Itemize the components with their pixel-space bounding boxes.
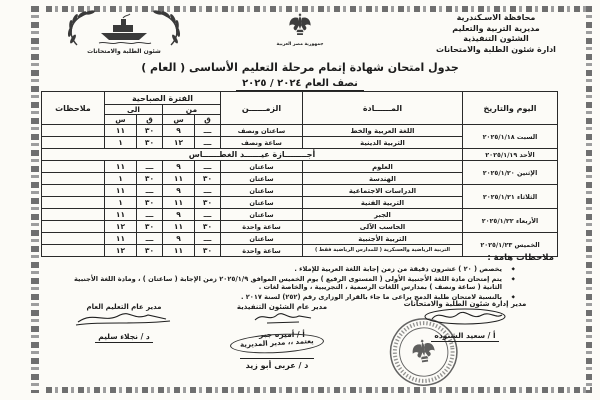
signature-title: مدير إدارة شئون الطلبة والامتحانات (403, 300, 527, 308)
subject-cell: التربية الأجنبية (303, 233, 463, 245)
duration-cell: ساعة واحدة (221, 245, 303, 257)
approval-name: د / عربى أبو زيد (240, 358, 315, 370)
signature-scribble-icon (249, 310, 315, 325)
notes-cell (41, 185, 104, 197)
from-min-cell: ـــ (195, 209, 221, 221)
diamond-bullet-icon: ◆ (511, 267, 515, 272)
col-morning-period: الفترة الصباحية (104, 92, 220, 105)
col-to-hours: س (104, 115, 136, 125)
from-min-cell: ـــ (195, 161, 221, 173)
col-to-minutes: ق (137, 115, 163, 125)
duration-cell: ساعتان (221, 209, 303, 221)
signature-name: أ / أميره جبر (259, 330, 305, 339)
students-affairs-logo (44, 9, 204, 55)
holiday-cell: أجــــــــازة عيــــــد الغطــــــاس (41, 149, 462, 161)
from-hr-cell: ٩ (163, 161, 195, 173)
to-hr-cell: ١١ (104, 161, 136, 173)
signature-block-general-education (40, 303, 208, 343)
subject-cell: الهندسة (303, 173, 463, 185)
note-text: بالنسبة لامتحان طلبة الدمج يراعى ما جاء بالقرار الوزارى رقم (٢٥٢) لسنة ٢٠١٧ . (240, 292, 502, 301)
approval-block (216, 330, 338, 372)
day-cell: الأحد ٢٠٢٥/١/١٩ (463, 149, 558, 161)
from-min-cell: ـــ (195, 137, 221, 149)
signature-name: د / نجلاء سليم (95, 332, 153, 343)
from-hr-cell: ٩ (163, 209, 195, 221)
from-hr-cell: ٩ (163, 185, 195, 197)
notes-cell (41, 173, 104, 185)
signature-scribble-icon (420, 307, 510, 326)
day-cell: الثلاثاء ٢٠٢٥/١/٢١ (463, 185, 558, 209)
ornamental-border-bottom (46, 387, 592, 393)
holiday-row (41, 149, 557, 161)
table-row (41, 185, 557, 197)
signature-name: أ / سعيد الشنوده (431, 331, 498, 342)
to-hr-cell: ١١ (104, 185, 136, 197)
duration-cell: ساعتان (221, 173, 303, 185)
table-row (41, 125, 557, 137)
duration-cell: ساعة واحدة (221, 221, 303, 233)
signature-scribble-icon (74, 310, 174, 327)
notes-cell (41, 197, 104, 209)
laurel-wreath-ship-icon (49, 9, 199, 49)
to-hr-cell: ١ (104, 137, 136, 149)
duration-cell: ساعتان (221, 233, 303, 245)
subject-cell: العلوم (303, 161, 463, 173)
notes-heading: ملاحظات هامة : (487, 253, 554, 263)
subject-cell: التربية الدينية (303, 137, 463, 149)
to-hr-cell: ١١ (104, 125, 136, 137)
to-hr-cell: ١٢ (104, 221, 136, 233)
document-title: جدول امتحان شهادة إتمام مرحلة التعليم الأساسى ( العام ) (141, 61, 459, 74)
col-from-minutes: ق (195, 115, 221, 125)
from-hr-cell: ١١ (163, 197, 195, 209)
exam-schedule-table (41, 91, 558, 257)
note-item (58, 265, 554, 274)
governorate-line: محافظة الاسـكندرية (456, 13, 536, 22)
to-hr-cell: ١٢ (104, 245, 136, 257)
emblem-caption: جمهورية مصر العربية (276, 42, 324, 47)
egypt-eagle-icon (288, 12, 312, 38)
students-affairs-line: ادارة شئون الطلبة والامتحانات (436, 44, 556, 54)
day-cell: السبت ٢٠٢٥/١/١٨ (463, 125, 558, 149)
from-min-cell: ـــ (195, 185, 221, 197)
table-row (41, 161, 557, 173)
executive-affairs-line: الشئون التنفيذية (463, 34, 529, 43)
from-min-cell: ٣٠ (195, 245, 221, 257)
duration-cell: ساعتان ونصف (221, 125, 303, 137)
to-min-cell: ٣٠ (137, 137, 163, 149)
day-cell: الأربعاء ٢٠٢٥/١/٢٢ (463, 209, 558, 233)
note-item (58, 275, 554, 292)
col-from: من (163, 105, 221, 115)
col-notes: ملاحظات (41, 92, 104, 125)
col-time: الزمــــــن (221, 92, 303, 125)
from-hr-cell: ١١ (163, 173, 195, 185)
duration-cell: ساعتان (221, 197, 303, 209)
from-hr-cell: ١١ (163, 221, 195, 233)
authority-header (412, 13, 580, 55)
to-min-cell: ٣٠ (137, 221, 163, 233)
subject-cell: الدراسات الاجتماعية (303, 185, 463, 197)
signature-block-students-affairs (370, 300, 560, 342)
to-min-cell: ٣٠ (137, 173, 163, 185)
table-row (41, 209, 557, 221)
subject-cell: الحاسب الآلى (303, 221, 463, 233)
col-to: الى (104, 105, 162, 115)
notes-cell (41, 233, 104, 245)
diamond-bullet-icon: ◆ (511, 276, 515, 282)
day-cell: الإثنين ٢٠٢٥/١/٢٠ (463, 161, 558, 185)
to-min-cell: ـــ (137, 209, 163, 221)
from-hr-cell: ٩ (163, 233, 195, 245)
to-hr-cell: ١ (104, 173, 136, 185)
signature-title: مدير عام الشئون التنفيذية (236, 303, 328, 311)
note-text: يخصص ( ٢٠ ) عشرون دقيقة من زمن إجابة اللغة العربية للإملاء . (294, 265, 502, 273)
subject-cell: التربية الفنية (303, 197, 463, 209)
diamond-bullet-icon: ◆ (511, 294, 515, 300)
directorate-line: مديرية التربية والتعليم (452, 23, 540, 33)
to-hr-cell: ١١ (104, 233, 136, 245)
col-day-date: اليوم والتاريخ (463, 92, 558, 125)
to-hr-cell: ١ (104, 197, 136, 209)
note-text: يتم إمتحان مادة اللغة الأجنبية الأولى ( المستوى الرفيع ) يوم الخميس الموافق ٢٠٢٥/١/٩ زمن الإجابة ( ساعتان ) ، ومادة اللغة الأجنبية الثانية ( ساعة ونصف ) بمدارس اللغات الرسمية ، التجريبية ، والخاصة لغات . (74, 274, 502, 292)
from-min-cell: ٣٠ (195, 197, 221, 209)
day-cell: الخميس ٢٠٢٥/١/٢٣ (463, 233, 558, 257)
from-min-cell: ٣٠ (195, 221, 221, 233)
from-hr-cell: ١٢ (163, 137, 195, 149)
notes-cell (41, 125, 104, 137)
notes-cell (41, 137, 104, 149)
to-min-cell: ـــ (137, 233, 163, 245)
signature-title: مدير عام التعليم العام (86, 303, 162, 311)
document-subtitle (0, 78, 600, 89)
duration-cell: ساعتان (221, 185, 303, 197)
to-min-cell: ٣٠ (137, 197, 163, 209)
to-hr-cell: ١١ (104, 209, 136, 221)
approval-oval: يعتمد ،، مدير المديرية (230, 332, 325, 356)
important-notes (58, 253, 554, 302)
notes-cell (41, 209, 104, 221)
subject-cell: الجبر (303, 209, 463, 221)
from-min-cell: ـــ (195, 233, 221, 245)
national-emblem (274, 12, 326, 47)
to-min-cell: ٣٠ (137, 245, 163, 257)
from-min-cell: ٣٠ (195, 173, 221, 185)
logo-caption: شئون الطلبة والامتحانات (87, 48, 161, 55)
duration-cell: ساعتان (221, 161, 303, 173)
col-subject: المــــــادة (303, 92, 463, 125)
from-hr-cell: ٩ (163, 125, 195, 137)
from-min-cell: ـــ (195, 125, 221, 137)
col-from-hours: س (163, 115, 195, 125)
subject-cell: اللغة العربية والخط (303, 125, 463, 137)
to-min-cell: ـــ (137, 185, 163, 197)
duration-cell: ساعة ونصف (221, 137, 303, 149)
to-min-cell: ـــ (137, 161, 163, 173)
notes-cell (41, 161, 104, 173)
subject-cell: التربية الرياضية والعسكرية ( للمدارس الرياضية فقط ) (303, 245, 463, 257)
from-hr-cell: ١١ (163, 245, 195, 257)
to-min-cell: ٣٠ (137, 125, 163, 137)
notes-cell (41, 221, 104, 233)
table-row (41, 233, 557, 245)
school-year: نصف العام ٢٠٢٤ / ٢٠٢٥ (236, 78, 364, 91)
